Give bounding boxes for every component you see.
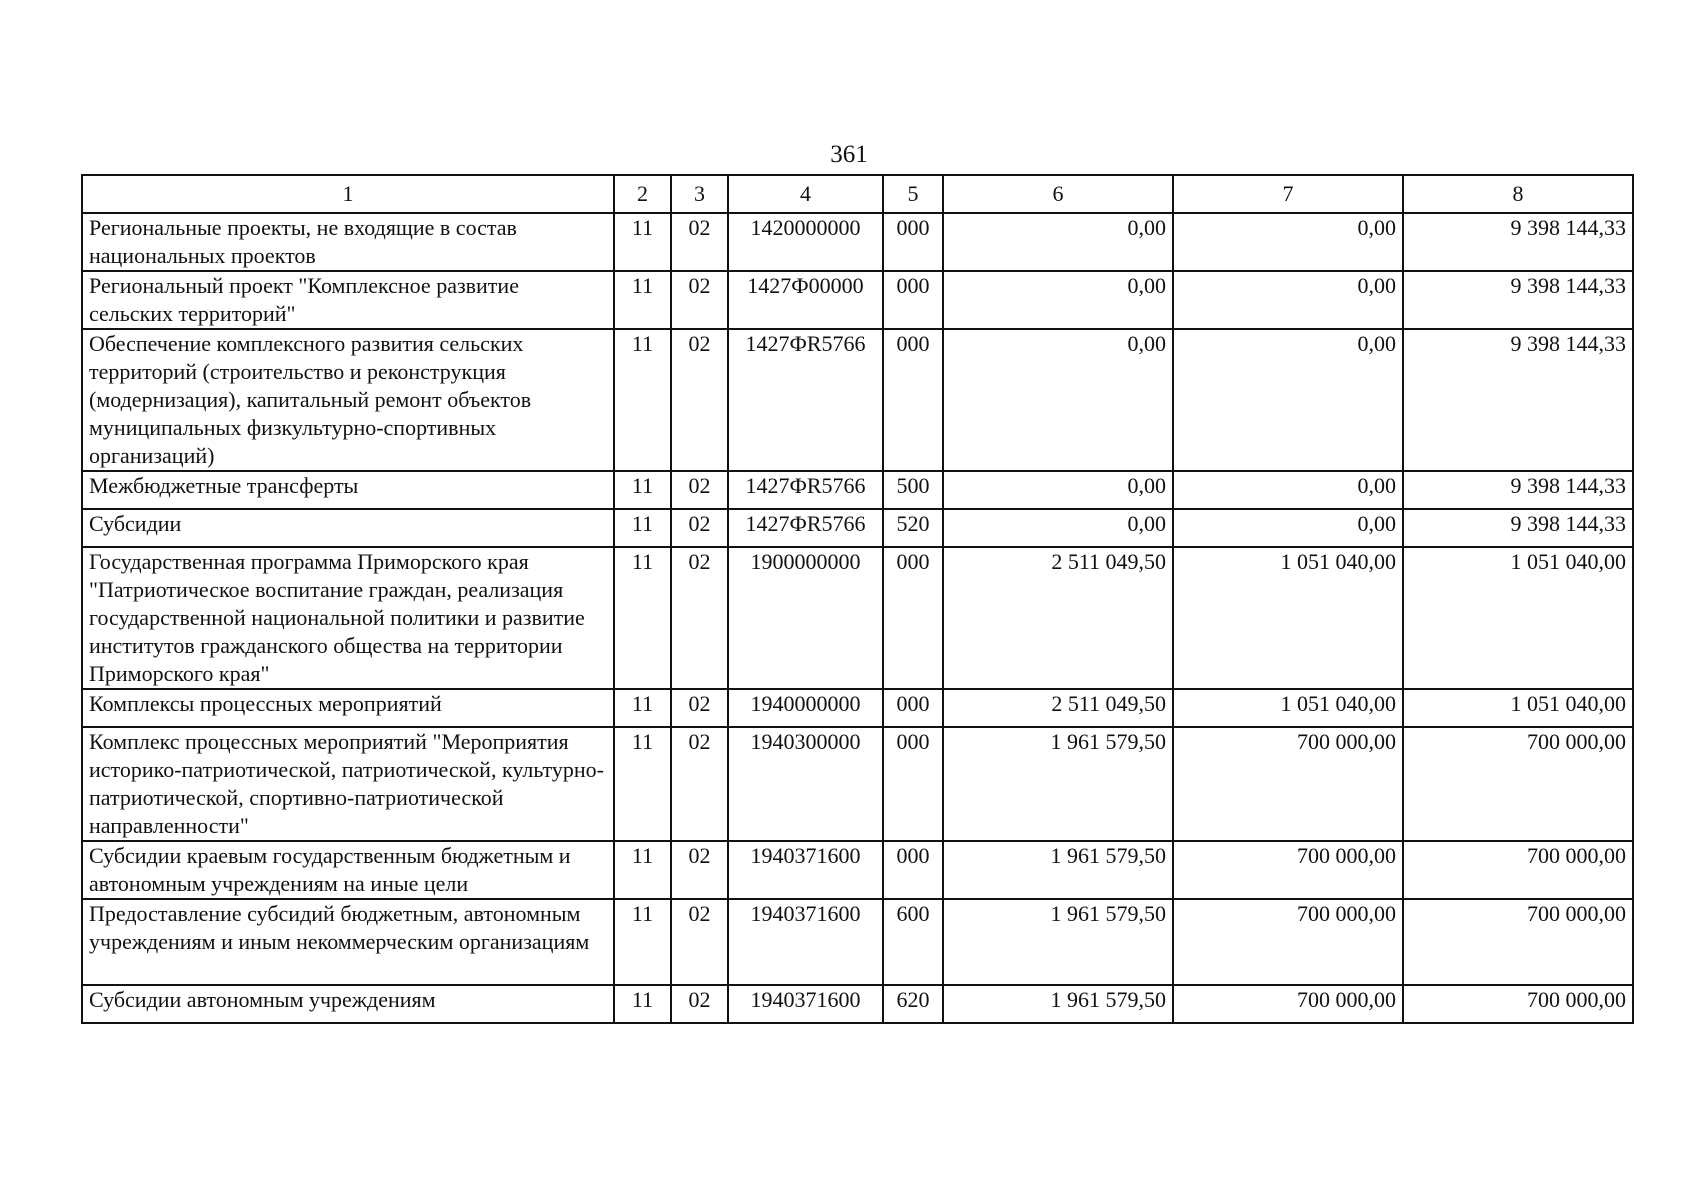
- row-name: Комплексы процессных мероприятий: [82, 689, 614, 727]
- row-code-4: 1940371600: [728, 841, 883, 899]
- table-header-row: [82, 175, 1633, 213]
- row-amount-7: 0,00: [1173, 213, 1403, 271]
- row-code-4: 1420000000: [728, 213, 883, 271]
- row-amount-8: 700 000,00: [1403, 899, 1633, 985]
- row-amount-7: 700 000,00: [1173, 985, 1403, 1023]
- row-amount-7: 0,00: [1173, 329, 1403, 471]
- row-amount-6: 1 961 579,50: [943, 727, 1173, 841]
- table-row: [82, 271, 1633, 329]
- row-amount-8: 700 000,00: [1403, 985, 1633, 1023]
- column-header: 1: [82, 175, 614, 213]
- table-row: [82, 509, 1633, 547]
- row-code-5: 500: [883, 471, 943, 509]
- row-amount-8: 9 398 144,33: [1403, 329, 1633, 471]
- row-code-2: 11: [614, 985, 671, 1023]
- row-amount-7: 1 051 040,00: [1173, 689, 1403, 727]
- row-name: Субсидии краевым государственным бюджетным и автономным учреждениям на иные цели: [82, 841, 614, 899]
- row-code-4: 1427ФR5766: [728, 509, 883, 547]
- table-row: [82, 985, 1633, 1023]
- row-code-2: 11: [614, 547, 671, 689]
- row-code-4: 1900000000: [728, 547, 883, 689]
- row-amount-7: 0,00: [1173, 509, 1403, 547]
- table-row: [82, 329, 1633, 471]
- row-code-2: 11: [614, 899, 671, 985]
- row-amount-6: 0,00: [943, 509, 1173, 547]
- column-header: 2: [614, 175, 671, 213]
- row-code-5: 000: [883, 213, 943, 271]
- row-code-4: 1940371600: [728, 985, 883, 1023]
- row-code-5: 000: [883, 727, 943, 841]
- budget-table: [81, 174, 1634, 1024]
- row-code-3: 02: [671, 985, 728, 1023]
- row-name: Субсидии автономным учреждениям: [82, 985, 614, 1023]
- row-code-4: 1427ФR5766: [728, 471, 883, 509]
- row-code-2: 11: [614, 213, 671, 271]
- table-row: [82, 899, 1633, 985]
- table-body: [82, 213, 1633, 1023]
- row-name: Комплекс процессных мероприятий "Мероприятия историко-патриотической, патриотической, культурно-патриотической, спортивно-патриотической направленности": [82, 727, 614, 841]
- row-amount-6: 0,00: [943, 471, 1173, 509]
- row-code-3: 02: [671, 547, 728, 689]
- row-amount-6: 0,00: [943, 271, 1173, 329]
- row-code-2: 11: [614, 271, 671, 329]
- row-amount-8: 1 051 040,00: [1403, 547, 1633, 689]
- column-header: 8: [1403, 175, 1633, 213]
- row-code-3: 02: [671, 689, 728, 727]
- row-code-2: 11: [614, 727, 671, 841]
- row-code-3: 02: [671, 841, 728, 899]
- column-header: 3: [671, 175, 728, 213]
- column-header: 5: [883, 175, 943, 213]
- row-code-5: 620: [883, 985, 943, 1023]
- row-code-5: 000: [883, 841, 943, 899]
- row-amount-7: 700 000,00: [1173, 841, 1403, 899]
- row-name: Региональные проекты, не входящие в состав национальных проектов: [82, 213, 614, 271]
- row-code-5: 000: [883, 271, 943, 329]
- row-amount-6: 0,00: [943, 213, 1173, 271]
- table-row: [82, 689, 1633, 727]
- row-code-3: 02: [671, 271, 728, 329]
- row-name: Обеспечение комплексного развития сельских территорий (строительство и реконструкция (модернизация), капитальный ремонт объектов муниципальных физкультурно-спортивных организаций): [82, 329, 614, 471]
- row-amount-7: 700 000,00: [1173, 899, 1403, 985]
- row-code-4: 1427Ф00000: [728, 271, 883, 329]
- row-amount-6: 1 961 579,50: [943, 841, 1173, 899]
- column-header: 6: [943, 175, 1173, 213]
- row-code-2: 11: [614, 471, 671, 509]
- row-code-5: 000: [883, 329, 943, 471]
- row-code-2: 11: [614, 689, 671, 727]
- row-code-5: 520: [883, 509, 943, 547]
- row-amount-8: 700 000,00: [1403, 841, 1633, 899]
- row-amount-8: 9 398 144,33: [1403, 271, 1633, 329]
- row-amount-8: 9 398 144,33: [1403, 471, 1633, 509]
- row-amount-7: 1 051 040,00: [1173, 547, 1403, 689]
- column-header: 4: [728, 175, 883, 213]
- row-amount-7: 0,00: [1173, 271, 1403, 329]
- row-code-3: 02: [671, 213, 728, 271]
- row-code-5: 000: [883, 689, 943, 727]
- row-code-4: 1940300000: [728, 727, 883, 841]
- row-amount-6: 1 961 579,50: [943, 985, 1173, 1023]
- table-row: [82, 841, 1633, 899]
- row-amount-7: 700 000,00: [1173, 727, 1403, 841]
- row-amount-8: 9 398 144,33: [1403, 509, 1633, 547]
- row-code-3: 02: [671, 899, 728, 985]
- row-code-5: 000: [883, 547, 943, 689]
- row-name: Предоставление субсидий бюджетным, автономным учреждениям и иным некоммерческим организациям: [82, 899, 614, 985]
- row-code-5: 600: [883, 899, 943, 985]
- column-header: 7: [1173, 175, 1403, 213]
- row-name: Государственная программа Приморского края "Патриотическое воспитание граждан, реализация государственной национальной политики и развитие институтов гражданского общества на территории Приморского края": [82, 547, 614, 689]
- row-amount-8: 1 051 040,00: [1403, 689, 1633, 727]
- page-number: 361: [830, 141, 868, 168]
- row-code-3: 02: [671, 727, 728, 841]
- row-code-4: 1940000000: [728, 689, 883, 727]
- row-code-4: 1427ФR5766: [728, 329, 883, 471]
- row-code-2: 11: [614, 841, 671, 899]
- row-code-2: 11: [614, 329, 671, 471]
- table-row: [82, 547, 1633, 689]
- row-name: Субсидии: [82, 509, 614, 547]
- table-row: [82, 727, 1633, 841]
- table-row: [82, 471, 1633, 509]
- row-amount-6: 1 961 579,50: [943, 899, 1173, 985]
- row-code-4: 1940371600: [728, 899, 883, 985]
- row-code-3: 02: [671, 471, 728, 509]
- row-amount-8: 9 398 144,33: [1403, 213, 1633, 271]
- table-row: [82, 213, 1633, 271]
- row-amount-6: 2 511 049,50: [943, 689, 1173, 727]
- row-amount-7: 0,00: [1173, 471, 1403, 509]
- row-code-2: 11: [614, 509, 671, 547]
- row-amount-6: 2 511 049,50: [943, 547, 1173, 689]
- row-amount-8: 700 000,00: [1403, 727, 1633, 841]
- row-name: Межбюджетные трансферты: [82, 471, 614, 509]
- row-name: Региональный проект "Комплексное развитие сельских территорий": [82, 271, 614, 329]
- row-amount-6: 0,00: [943, 329, 1173, 471]
- row-code-3: 02: [671, 509, 728, 547]
- row-code-3: 02: [671, 329, 728, 471]
